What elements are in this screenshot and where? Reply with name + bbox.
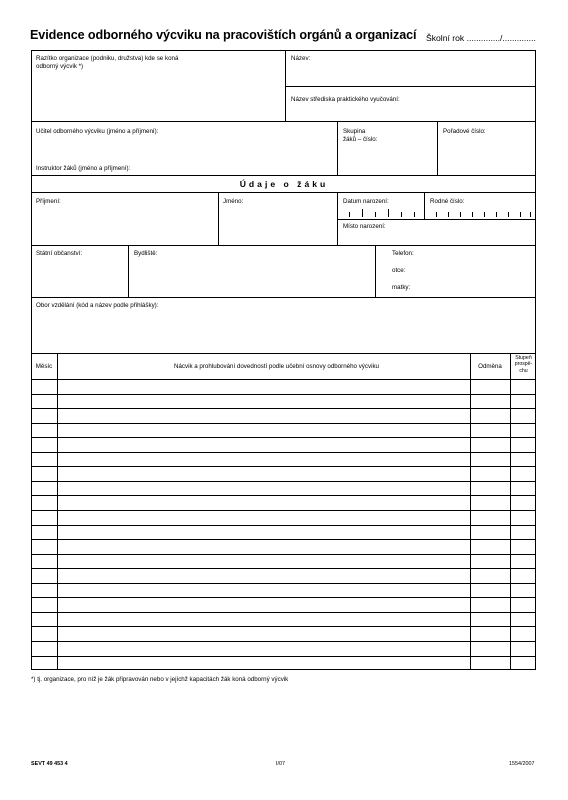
center-field-label[interactable]: Název střediska praktického vyučování:: [291, 96, 400, 103]
grade-label-3: chu: [519, 367, 528, 374]
school-year-field[interactable]: Školní rok ............../..............: [426, 33, 536, 43]
table-column-divider: [57, 353, 58, 670]
table-row[interactable]: [31, 423, 536, 424]
table-row[interactable]: [31, 408, 536, 409]
footnote: *) tj. organizace, pro níž je žák připravován nebo v jejíchž kapacitách žák koná odborný výcvik: [31, 676, 289, 683]
form-frame: [31, 50, 536, 670]
divider: [31, 175, 536, 176]
footer-publisher: SEVT 49 453 4: [31, 761, 68, 767]
table-row[interactable]: [31, 568, 536, 569]
column-header-month: Měsíc: [35, 363, 53, 370]
footer-edition: I/07: [276, 761, 285, 767]
digit-tick: [448, 212, 449, 217]
table-row[interactable]: [31, 626, 536, 627]
column-header-training: Nácvik a prohlubování dovedností podle učební osnovy odborného výcviku: [173, 363, 379, 370]
digit-tick: [520, 212, 521, 217]
table-row[interactable]: [31, 481, 536, 482]
table-row[interactable]: [31, 656, 536, 657]
phone-field-label[interactable]: Telefon:: [392, 250, 414, 257]
digit-tick: [508, 212, 509, 217]
table-row[interactable]: [31, 597, 536, 598]
table-row[interactable]: [31, 452, 536, 453]
digit-tick: [414, 212, 415, 217]
digit-tick: [436, 212, 437, 217]
group-label: Skupina: [343, 128, 366, 135]
digit-tick: [530, 212, 531, 217]
table-row[interactable]: [31, 437, 536, 438]
instructor-field-label[interactable]: Instruktor žáků (jméno a příjmení):: [36, 165, 131, 172]
table-row[interactable]: [31, 466, 536, 467]
table-row[interactable]: [31, 554, 536, 555]
name-field-label[interactable]: Název:: [291, 55, 311, 62]
table-row[interactable]: [31, 394, 536, 395]
divider: [337, 121, 338, 175]
stamp-label: Razítko organizace (podniku, družstva) kde se koná: [36, 55, 179, 62]
form-title: Evidence odborného výcviku na pracovištích orgánů a organizací: [30, 28, 417, 42]
field-of-study-label[interactable]: Obor vzdělání (kód a název podle přihlášky):: [36, 302, 159, 309]
divider: [31, 121, 536, 122]
table-row[interactable]: [31, 583, 536, 584]
table-row[interactable]: [31, 510, 536, 511]
divider: [218, 192, 219, 245]
digit-tick: [496, 212, 497, 217]
mother-phone-label[interactable]: matky:: [392, 284, 411, 291]
table-row[interactable]: [31, 612, 536, 613]
table-row[interactable]: [31, 641, 536, 642]
table-header-divider: [31, 379, 536, 380]
grade-label-1: Stupeň: [515, 355, 532, 361]
table-row[interactable]: [31, 525, 536, 526]
digit-tick: [388, 209, 389, 217]
surname-field-label[interactable]: Příjmení:: [36, 198, 61, 205]
order-field-label[interactable]: Pořadové číslo:: [443, 128, 486, 135]
student-section-title: Údaje o žáku: [239, 179, 329, 189]
column-header-grade: [511, 355, 536, 374]
divider: [31, 297, 536, 298]
divider: [128, 245, 129, 297]
digit-tick: [472, 212, 473, 217]
table-column-divider: [510, 353, 511, 670]
table-row[interactable]: [31, 495, 536, 496]
footer-number: 1554/2007: [509, 761, 535, 767]
firstname-field-label[interactable]: Jméno:: [223, 198, 244, 205]
father-phone-label[interactable]: otce:: [392, 267, 406, 274]
residence-field-label[interactable]: Bydliště:: [134, 250, 158, 257]
divider: [337, 219, 536, 220]
birthdate-field-label[interactable]: Datum narození:: [343, 198, 389, 205]
divider: [285, 86, 536, 87]
group-label-2: žáků – číslo:: [343, 135, 378, 143]
divider: [424, 192, 425, 219]
stamp-field[interactable]: [36, 55, 178, 70]
teacher-field-label[interactable]: Učitel odborného výcviku (jméno a příjmení):: [36, 128, 159, 135]
digit-tick: [460, 212, 461, 217]
digit-tick: [401, 212, 402, 217]
birthplace-field-label[interactable]: Místo narození:: [343, 223, 386, 230]
table-column-divider: [470, 353, 471, 670]
table-row[interactable]: [31, 539, 536, 540]
divider: [31, 353, 536, 354]
grade-label-2: prospě-: [514, 361, 533, 368]
digit-tick: [349, 212, 350, 217]
divider: [437, 121, 438, 175]
divider: [31, 245, 536, 246]
column-header-reward: Odměna: [478, 363, 502, 370]
stamp-label-2: odborný výcvik *): [36, 62, 84, 70]
digit-tick: [362, 209, 363, 217]
group-field[interactable]: [343, 128, 377, 143]
divider: [375, 245, 376, 297]
citizenship-field-label[interactable]: Státní občanství:: [36, 250, 83, 257]
digit-tick: [375, 212, 376, 217]
divider: [31, 192, 536, 193]
birthnumber-field-label[interactable]: Rodné číslo:: [430, 198, 465, 205]
digit-tick: [484, 212, 485, 217]
